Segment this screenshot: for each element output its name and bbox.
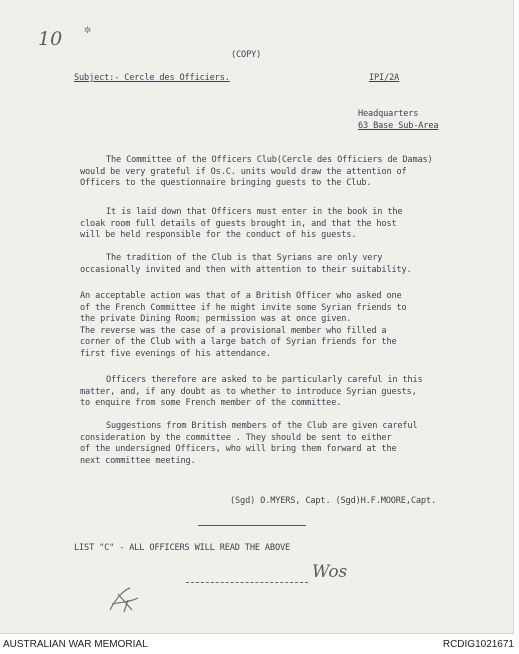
paragraph-3 — [80, 253, 412, 276]
footer-source: AUSTRALIAN WAR MEMORIAL — [3, 639, 148, 650]
archive-footer — [0, 636, 519, 654]
handwritten-page-number: 10 — [38, 28, 63, 50]
hq-line-2: 63 Base Sub-Area — [358, 121, 439, 131]
paragraph-line: The reverse was the case of a provisional member who filled a — [80, 325, 387, 336]
distribution-list: LIST "C" - ALL OFFICERS WILL READ THE ABOVE — [74, 543, 291, 553]
paragraph-line: the private Dining Room; permission was at once given. — [80, 314, 352, 325]
footer-record-id: RCDIG1021671 — [442, 639, 514, 650]
copy-label: (COPY) — [231, 50, 262, 60]
paragraph-4 — [80, 291, 407, 361]
paragraph-6 — [80, 421, 417, 467]
paragraph-line: An acceptable action was that of a British Officer who asked one — [80, 291, 402, 301]
subject-line: Subject:- Cercle des Officiers. — [74, 73, 230, 83]
hq-line-1: Headquarters — [358, 109, 419, 119]
paragraph-line: Officers therefore are asked to be particularly careful in this — [106, 375, 423, 385]
reference-number: IPI/2A — [369, 73, 400, 83]
paragraph-line: to enquire from some French member of the committee. — [80, 398, 342, 409]
paragraph-line: The tradition of the Club is that Syrians are only very — [106, 253, 383, 263]
handwritten-initials: Wos — [312, 562, 348, 582]
paragraph-line: Suggestions from British members of the Club are given careful — [106, 421, 418, 431]
separator-rule — [198, 525, 306, 526]
paragraph-line: next committee meeting. — [80, 455, 196, 466]
paragraph-line: occasionally invited and then with attention to their suitability. — [80, 264, 412, 275]
paragraph-line: corner of the Club with a large batch of Syrian friends for the — [80, 337, 397, 348]
paragraph-line: cloak room full details of guests brought in, and that the host — [80, 218, 397, 229]
scribble-mark-icon — [104, 580, 144, 620]
paragraph-line: of the undersigned Officers, who will bring them forward at the — [80, 444, 397, 455]
signature-line: (Sgd) O.MYERS, Capt. (Sgd)H.F.MOORE,Capt. — [230, 496, 436, 506]
paragraph-line: matter, and, if any doubt as to whether to introduce Syrian guests, — [80, 386, 417, 397]
paragraph-line: It is laid down that Officers must enter in the book in the — [106, 207, 403, 217]
paragraph-line: would be very grateful if Os.C. units would draw the attention of — [80, 166, 407, 177]
paragraph-line: Officers to the questionnaire bringing guests to the Club. — [80, 178, 372, 189]
paragraph-line: first five evenings of his attendance. — [80, 348, 271, 359]
paragraph-line: consideration by the committee . They should be sent to either — [80, 432, 392, 443]
stamp-mark-icon: ✲ — [84, 22, 92, 36]
dashed-rule — [186, 582, 308, 583]
paragraph-line: will be held responsible for the conduct of his guests. — [80, 230, 357, 241]
paragraph-line: The Committee of the Officers Club(Cercle des Officiers de Damas) — [106, 155, 433, 165]
paragraph-5 — [80, 375, 423, 410]
paragraph-2 — [80, 207, 402, 242]
paragraph-1 — [80, 155, 433, 190]
paragraph-line: of the French Committee if he might invite some Syrian friends to — [80, 302, 407, 313]
